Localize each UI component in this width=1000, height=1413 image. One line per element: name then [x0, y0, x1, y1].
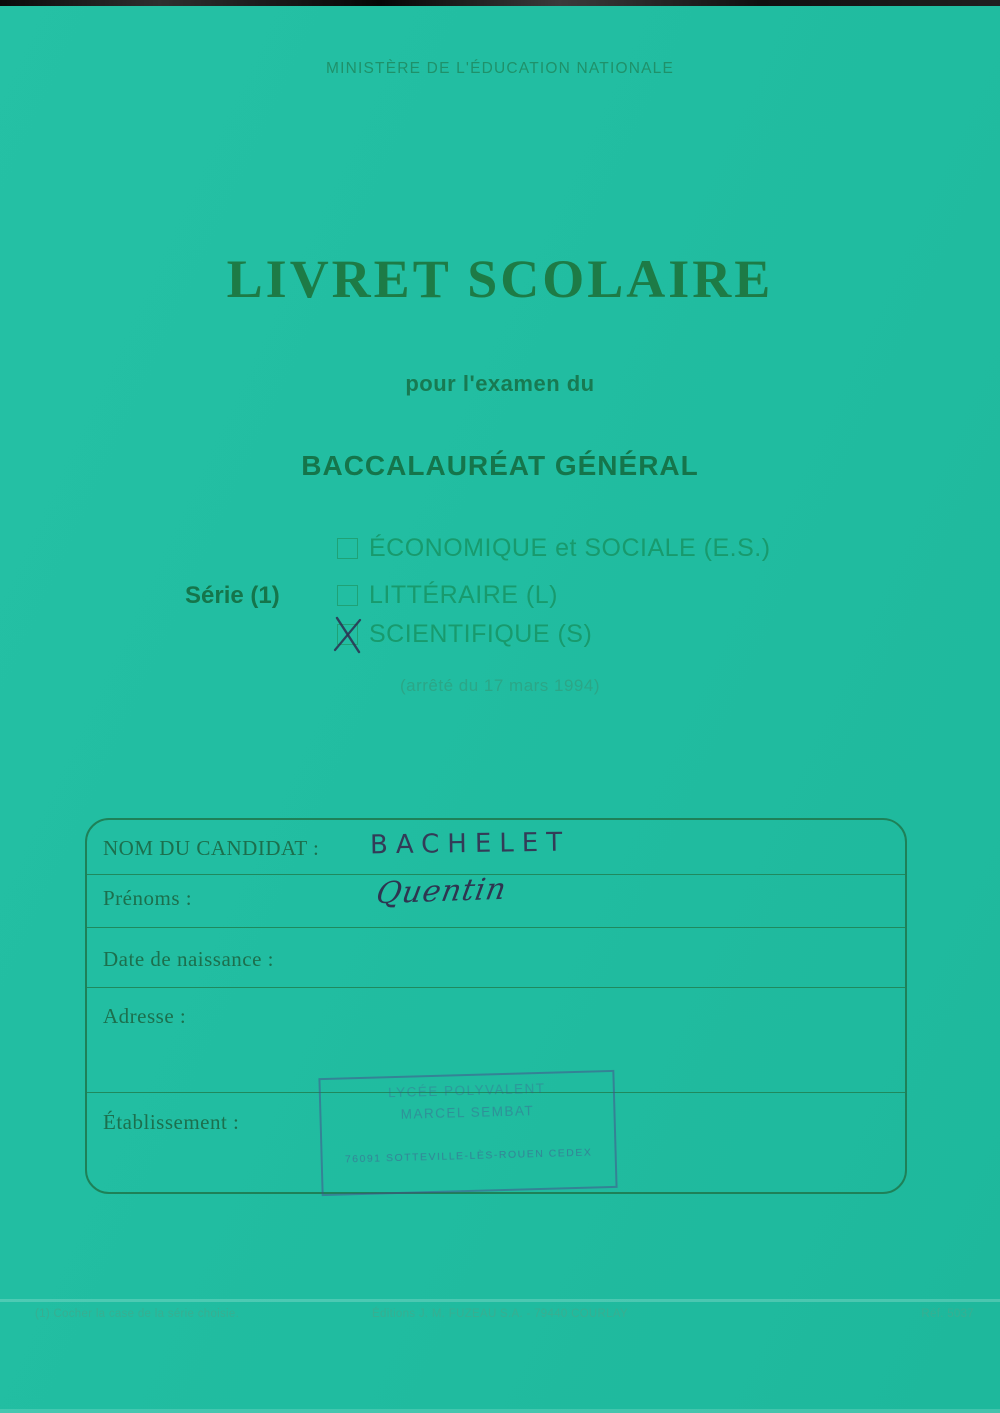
stamp-line-2: MARCEL SEMBAT	[400, 1103, 535, 1122]
checkbox-economique-sociale	[337, 538, 358, 559]
option-label: ÉCONOMIQUE et SOCIALE (E.S.)	[369, 533, 771, 562]
field-value-nom-handwritten: BACHELET	[369, 827, 571, 861]
ministry-header: MINISTÈRE DE L'ÉDUCATION NATIONALE	[325, 60, 675, 77]
field-label-date-naissance: Date de naissance :	[103, 947, 275, 971]
decree-note: (arrêté du 17 mars 1994)	[399, 676, 601, 695]
field-label-adresse: Adresse :	[103, 1004, 187, 1028]
option-scientifique	[337, 617, 771, 651]
serie-options	[337, 531, 771, 651]
scan-top-edge	[0, 0, 1000, 6]
serie-label: Série (1)	[185, 582, 280, 609]
footnote: (1) Cocher la case de la série choisie.	[35, 1308, 240, 1320]
row-divider	[87, 927, 905, 928]
stamp-line-1: LYCÉE POLYVALENT	[387, 1080, 546, 1101]
paper-crease-line	[0, 1299, 1000, 1302]
stamp-line-3: 76091 SOTTEVILLE-LÈS-ROUEN CEDEX	[344, 1146, 593, 1166]
option-label: LITTÉRAIRE (L)	[369, 580, 558, 609]
checkbox-litteraire	[337, 585, 358, 606]
option-economique-sociale	[337, 531, 771, 565]
field-label-prenoms: Prénoms :	[103, 886, 193, 910]
establishment-stamp	[318, 1070, 617, 1196]
publisher-imprint: Éditions J. M. FUZEAU S.A. - 79440 COURLAY	[372, 1308, 628, 1320]
option-label: SCIENTIFIQUE (S)	[369, 619, 593, 648]
checkbox-scientifique	[337, 624, 358, 645]
exam-title: BACCALAURÉAT GÉNÉRAL	[301, 450, 699, 481]
scan-bottom-edge	[0, 1409, 1000, 1413]
handwritten-x-mark	[331, 615, 365, 655]
reference-number: Réf. 5037	[921, 1308, 974, 1320]
field-label-nom: NOM DU CANDIDAT :	[103, 836, 320, 860]
row-divider	[87, 987, 905, 988]
subtitle: pour l'examen du	[405, 371, 595, 396]
field-value-prenoms-handwritten: Quentin	[373, 871, 510, 912]
field-label-etablissement: Établissement :	[103, 1110, 240, 1134]
page-title: LIVRET SCOLAIRE	[226, 249, 774, 309]
option-litteraire	[337, 578, 771, 612]
